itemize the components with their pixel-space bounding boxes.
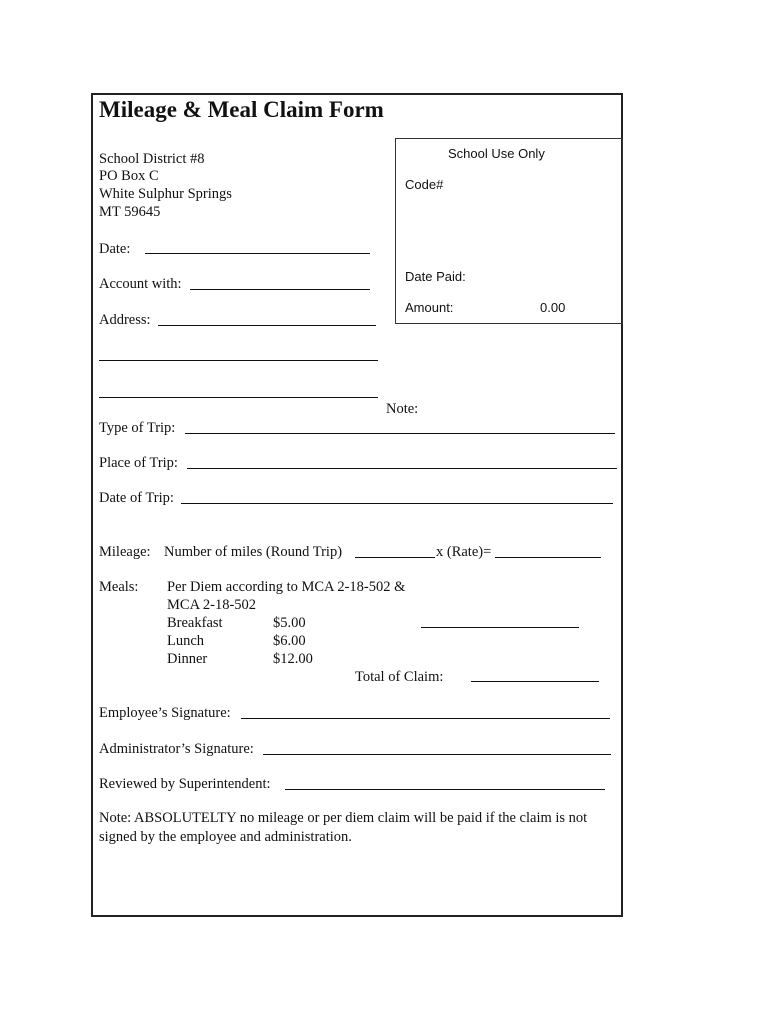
meal-dinner-label: Dinner bbox=[167, 651, 208, 667]
employee-signature-field[interactable] bbox=[241, 718, 610, 719]
rate-text: x (Rate)= bbox=[436, 544, 492, 560]
type-of-trip-field[interactable] bbox=[185, 433, 615, 434]
per-diem-line-2: MCA 2-18-502 bbox=[167, 597, 257, 613]
address-field-3[interactable] bbox=[99, 397, 378, 398]
amount-label: Amount: bbox=[405, 300, 454, 315]
meals-label: Meals: bbox=[99, 579, 139, 595]
date-of-trip-field[interactable] bbox=[181, 503, 613, 504]
meal-lunch-label: Lunch bbox=[167, 633, 205, 649]
district-state-zip: MT 59645 bbox=[99, 204, 161, 220]
rate-result-field[interactable] bbox=[495, 557, 601, 558]
administrator-signature-field[interactable] bbox=[263, 754, 611, 755]
date-label: Date: bbox=[99, 241, 131, 257]
amount-value: 0.00 bbox=[540, 300, 566, 315]
district-po-box: PO Box C bbox=[99, 168, 159, 184]
school-use-heading: School Use Only bbox=[448, 146, 545, 161]
place-of-trip-field[interactable] bbox=[187, 468, 617, 469]
address-field-1[interactable] bbox=[158, 325, 376, 326]
account-with-field[interactable] bbox=[190, 289, 370, 290]
district-city: White Sulphur Springs bbox=[99, 186, 232, 202]
meal-breakfast-price: $5.00 bbox=[273, 615, 306, 631]
account-with-label: Account with: bbox=[99, 276, 182, 292]
miles-field[interactable] bbox=[355, 557, 435, 558]
administrator-signature-label: Administrator’s Signature: bbox=[99, 741, 254, 757]
date-of-trip-label: Date of Trip: bbox=[99, 490, 174, 506]
note-label: Note: bbox=[386, 401, 419, 417]
type-of-trip-label: Type of Trip: bbox=[99, 420, 176, 436]
code-label: Code# bbox=[405, 177, 444, 192]
employee-signature-label: Employee’s Signature: bbox=[99, 705, 231, 721]
meal-dinner-price: $12.00 bbox=[273, 651, 313, 667]
claim-form bbox=[91, 93, 623, 917]
mileage-label: Mileage: bbox=[99, 544, 151, 560]
footer-note: Note: ABSOLUTELTY no mileage or per diem claim will be paid if the claim is not signed by the employee and administration. bbox=[99, 810, 588, 845]
superintendent-review-label: Reviewed by Superintendent: bbox=[99, 776, 271, 792]
date-paid-label: Date Paid: bbox=[405, 269, 466, 284]
place-of-trip-label: Place of Trip: bbox=[99, 455, 178, 471]
total-of-claim-label: Total of Claim: bbox=[355, 669, 444, 685]
address-field-2[interactable] bbox=[99, 360, 378, 361]
meal-lunch-price: $6.00 bbox=[273, 633, 306, 649]
total-of-claim-field[interactable] bbox=[471, 681, 599, 682]
meal-breakfast-label: Breakfast bbox=[167, 615, 223, 631]
date-field[interactable] bbox=[145, 253, 370, 254]
miles-text: Number of miles (Round Trip) bbox=[164, 544, 343, 560]
meals-amount-field[interactable] bbox=[421, 627, 579, 628]
superintendent-review-field[interactable] bbox=[285, 789, 605, 790]
form-title: Mileage & Meal Claim Form bbox=[99, 97, 384, 122]
address-label: Address: bbox=[99, 312, 151, 328]
per-diem-line-1: Per Diem according to MCA 2-18-502 & bbox=[167, 579, 406, 595]
district-name: School District #8 bbox=[99, 151, 205, 167]
school-use-box bbox=[395, 138, 623, 324]
